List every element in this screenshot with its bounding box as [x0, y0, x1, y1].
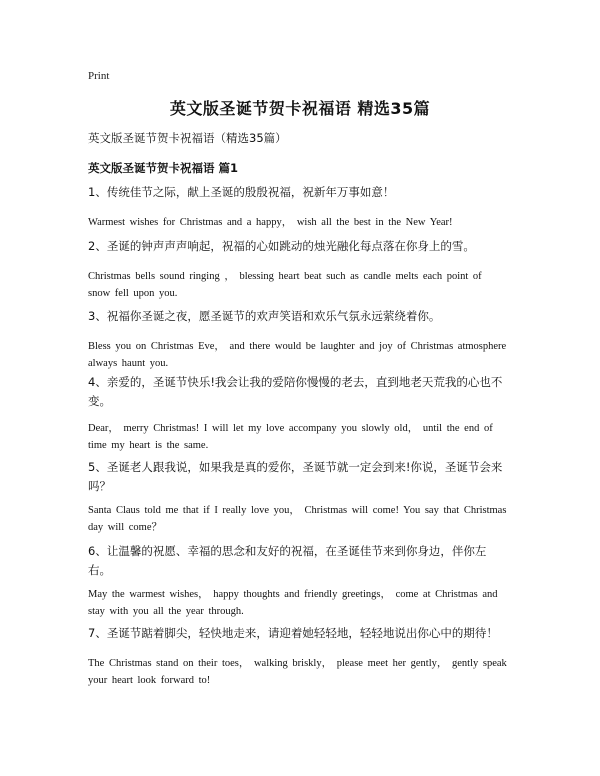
wish-chinese-4: 4、亲爱的，圣诞节快乐!我会让我的爱陪你慢慢的老去，直到地老天荒我的心也不变。	[88, 375, 503, 408]
wish-english-4: Dear， merry Christmas! I will let my love accompany you slowly old， until the end of time my heart is the same.	[88, 423, 493, 451]
wish-english-1: Warmest wishes for Christmas and a happy， wish all the best in the New Year!	[88, 217, 453, 228]
wish-english-3: Bless you on Christmas Eve， and there would be laughter and joy of Christmas atmosphere always haunt you.	[88, 341, 507, 369]
wish-english-5: Santa Claus told me that if I really love you， Christmas will come! You say that Christmas day will come？	[88, 505, 507, 533]
wish-chinese-1: 1、传统佳节之际，献上圣诞的殷殷祝福，祝新年万事如意！	[88, 185, 395, 199]
document-subtitle: 英文版圣诞节贺卡祝福语（精选35篇）	[88, 131, 287, 145]
section-heading: 英文版圣诞节贺卡祝福语 篇1	[88, 161, 239, 175]
wish-chinese-7: 7、圣诞节踮着脚尖，轻快地走来，请迎着她轻轻地，轻轻地说出你心中的期待！	[88, 626, 498, 640]
wish-chinese-6: 6、让温馨的祝愿、幸福的思念和友好的祝福，在圣诞佳节来到你身边，伴你左右。	[88, 544, 487, 577]
wish-chinese-5: 5、圣诞老人跟我说，如果我是真的爱你，圣诞节就一定会到来!你说，圣诞节会来吗？	[88, 460, 503, 493]
wish-english-7: The Christmas stand on their toes， walking briskly， please meet her gently， gently speak your heart look forward to!	[88, 658, 507, 686]
print-link[interactable]: Print	[88, 70, 110, 82]
wish-english-6: May the warmest wishes， happy thoughts and friendly greetings， come at Christmas and stay with you all the year through.	[88, 589, 498, 617]
wish-chinese-3: 3、祝福你圣诞之夜，愿圣诞节的欢声笑语和欢乐气氛永远萦绕着你。	[88, 309, 441, 323]
wish-chinese-2: 2、圣诞的钟声声声响起，祝福的心如跳动的烛光融化每点落在你身上的雪。	[88, 239, 475, 253]
page-title: 英文版圣诞节贺卡祝福语 精选35篇	[169, 99, 431, 118]
wish-english-2: Christmas bells sound ringing ， blessing heart beat such as candle melts each point of snow fell upon you.	[88, 271, 482, 299]
